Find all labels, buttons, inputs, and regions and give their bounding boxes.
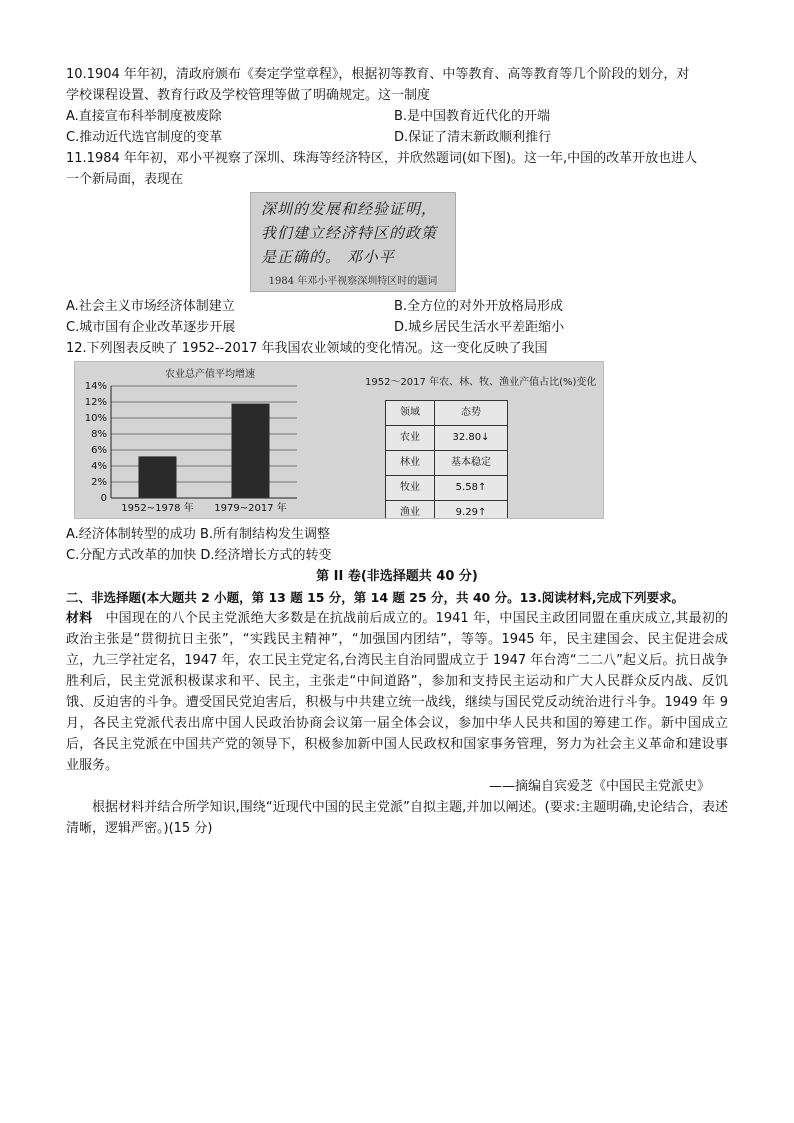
q11-options-row2 (66, 317, 728, 338)
y-tick-label: 0 (100, 493, 107, 504)
bar (232, 404, 270, 498)
y-tick-label: 2% (91, 477, 107, 488)
part2-section-title: 二、非选择题(本大题共 2 小题，第 13 题 15 分，第 14 题 25 分，共 40 分。13.阅读材料,完成下列要求。 (66, 590, 685, 605)
bar-chart (75, 362, 305, 518)
table-row (386, 476, 508, 501)
table-row (386, 501, 508, 520)
table-header-cell: 领域 (386, 401, 435, 426)
table-cell: 9.29↑ (435, 501, 508, 520)
q12-option-d[interactable]: D.经济增长方式的转变 (200, 548, 332, 563)
table-cell: 32.80↓ (435, 426, 508, 451)
sector-table (385, 400, 508, 519)
y-tick-label: 10% (84, 413, 107, 424)
table-cell: 林业 (386, 451, 435, 476)
table-row (386, 426, 508, 451)
bar (139, 456, 177, 498)
part2-heading: 第 II 卷(非选择题共 40 分) (316, 569, 478, 584)
q12-stem: 12.下列图表反映了 1952--2017 年我国农业领域的变化情况。这一变化反映了我国 (66, 341, 548, 356)
table-header-row (386, 401, 508, 426)
question-11-options (66, 296, 728, 359)
question-13-prompt: 根据材料并结合所学知识,围绕“近现代中国的民主党派”自拟主题,并加以阐述。(要求:主题明确,史论结合，表述清晰，逻辑严密。)(15 分) (66, 800, 728, 836)
table-cell: 渔业 (386, 501, 435, 520)
q11-stem-line1: 11.1984 年年初，邓小平视察了深圳、珠海等经济特区，并欣然题词(如下图)。这一年,中国的改革开放也进人 (66, 151, 698, 166)
table-header-cell: 态势 (435, 401, 508, 426)
q11-option-a[interactable]: A.社会主义市场经济体制建立 (66, 299, 235, 314)
q10-option-c[interactable]: C.推动近代选官制度的变革 (66, 130, 223, 145)
photo-caption: 1984 年邓小平视察深圳特区时的题词 (268, 276, 438, 287)
q11-option-c[interactable]: C.城市国有企业改革逐步开展 (66, 320, 236, 335)
table-title: 1952～2017 年农、林、牧、渔业产值占比(%)变化 (365, 377, 597, 388)
handwriting-line3: 是正确的。 邓小平 (261, 248, 395, 266)
table-row (386, 451, 508, 476)
y-tick-label: 14% (84, 381, 107, 392)
question-12-options (66, 524, 728, 839)
table-cell: 5.58↑ (435, 476, 508, 501)
chart-title: 农业总产值平均增速 (165, 369, 255, 380)
q12-options-row1 (66, 524, 728, 545)
calligraphy-photo (250, 192, 456, 292)
material-text: 中国现在的八个民主党派绝大多数是在抗战前后成立的。1941 年，中国民主政团同盟在重庆成立,其最初的政治主张是“贯彻抗日主张”，“实践民主精神”，“加强国内团结”，等等。1945 年，民主建国会、民主促进会成立，九三学社定名，1947 年，农工民主党定名,台湾民主自治同盟成立于 1947 年台湾“二二八”起义后。抗日战争胜利后，民主党派积极谋求和平、民主，主张走“中间道路”，参加和支持民主运动和广大人民群众反内战、反饥饿、反迫害的斗争。遭受国民党迫害后，积极与中共建立统一战线，继续与国民党反动统治进行斗争。1949 年 9 月，各民主党派代表出席中国人民政治协商会议第一届全体会议，参加中华人民共和国的筹建工作。新中国成立后，各民主党派在中国共产党的领导下，积极参加新中国人民政权和国家事务管理，努力为社会主义革命和建设事业服务。 (66, 611, 728, 773)
q10-options-row2 (66, 127, 728, 148)
x-tick-label: 1979~2017 年 (214, 503, 287, 514)
x-tick-label: 1952~1978 年 (121, 503, 194, 514)
q10-option-d[interactable]: D.保证了清末新政顺利推行 (394, 130, 552, 145)
q10-stem-line1: 10.1904 年年初，清政府颁布《奏定学堂章程》，根据初等教育、中等教育、高等教育等几个阶段的划分，对 (66, 67, 690, 82)
material-label: 材料 (66, 611, 93, 626)
q11-option-d[interactable]: D.城乡居民生活水平差距缩小 (394, 320, 565, 335)
y-tick-label: 8% (91, 429, 107, 440)
q12-options-row2 (66, 545, 728, 566)
y-tick-label: 12% (84, 397, 107, 408)
q10-option-a[interactable]: A.直接宣布科举制度被废除 (66, 109, 222, 124)
q12-option-b[interactable]: B.所有制结构发生调整 (199, 527, 331, 542)
q12-option-a[interactable]: A.经济体制转型的成功 (66, 527, 196, 542)
material-source: ——摘编自宾爱芝《中国民主党派史》 (488, 779, 710, 794)
table-cell: 基本稳定 (435, 451, 508, 476)
q12-option-c[interactable]: C.分配方式改革的加快 (66, 548, 197, 563)
table-cell: 农业 (386, 426, 435, 451)
q10-option-b[interactable]: B.是中国教育近代化的开端 (394, 109, 551, 124)
handwriting-line1: 深圳的发展和经验证明， (261, 200, 438, 218)
q11-option-b[interactable]: B.全方位的对外开放格局形成 (394, 299, 564, 314)
question-10 (66, 64, 728, 190)
y-tick-label: 6% (91, 445, 107, 456)
material-paragraph (66, 608, 728, 776)
q11-options-row1 (66, 296, 728, 317)
y-tick-label: 4% (91, 461, 107, 472)
q11-stem-line2: 一个新局面，表现在 (66, 172, 184, 187)
q12-figure (74, 361, 604, 519)
handwriting-line2: 我们建立经济特区的政策 (261, 224, 438, 242)
table-cell: 牧业 (386, 476, 435, 501)
q10-options-row1 (66, 106, 728, 127)
q10-stem-line2: 学校课程设置、教育行政及学校管理等做了明确规定。这一制度 (66, 88, 431, 103)
